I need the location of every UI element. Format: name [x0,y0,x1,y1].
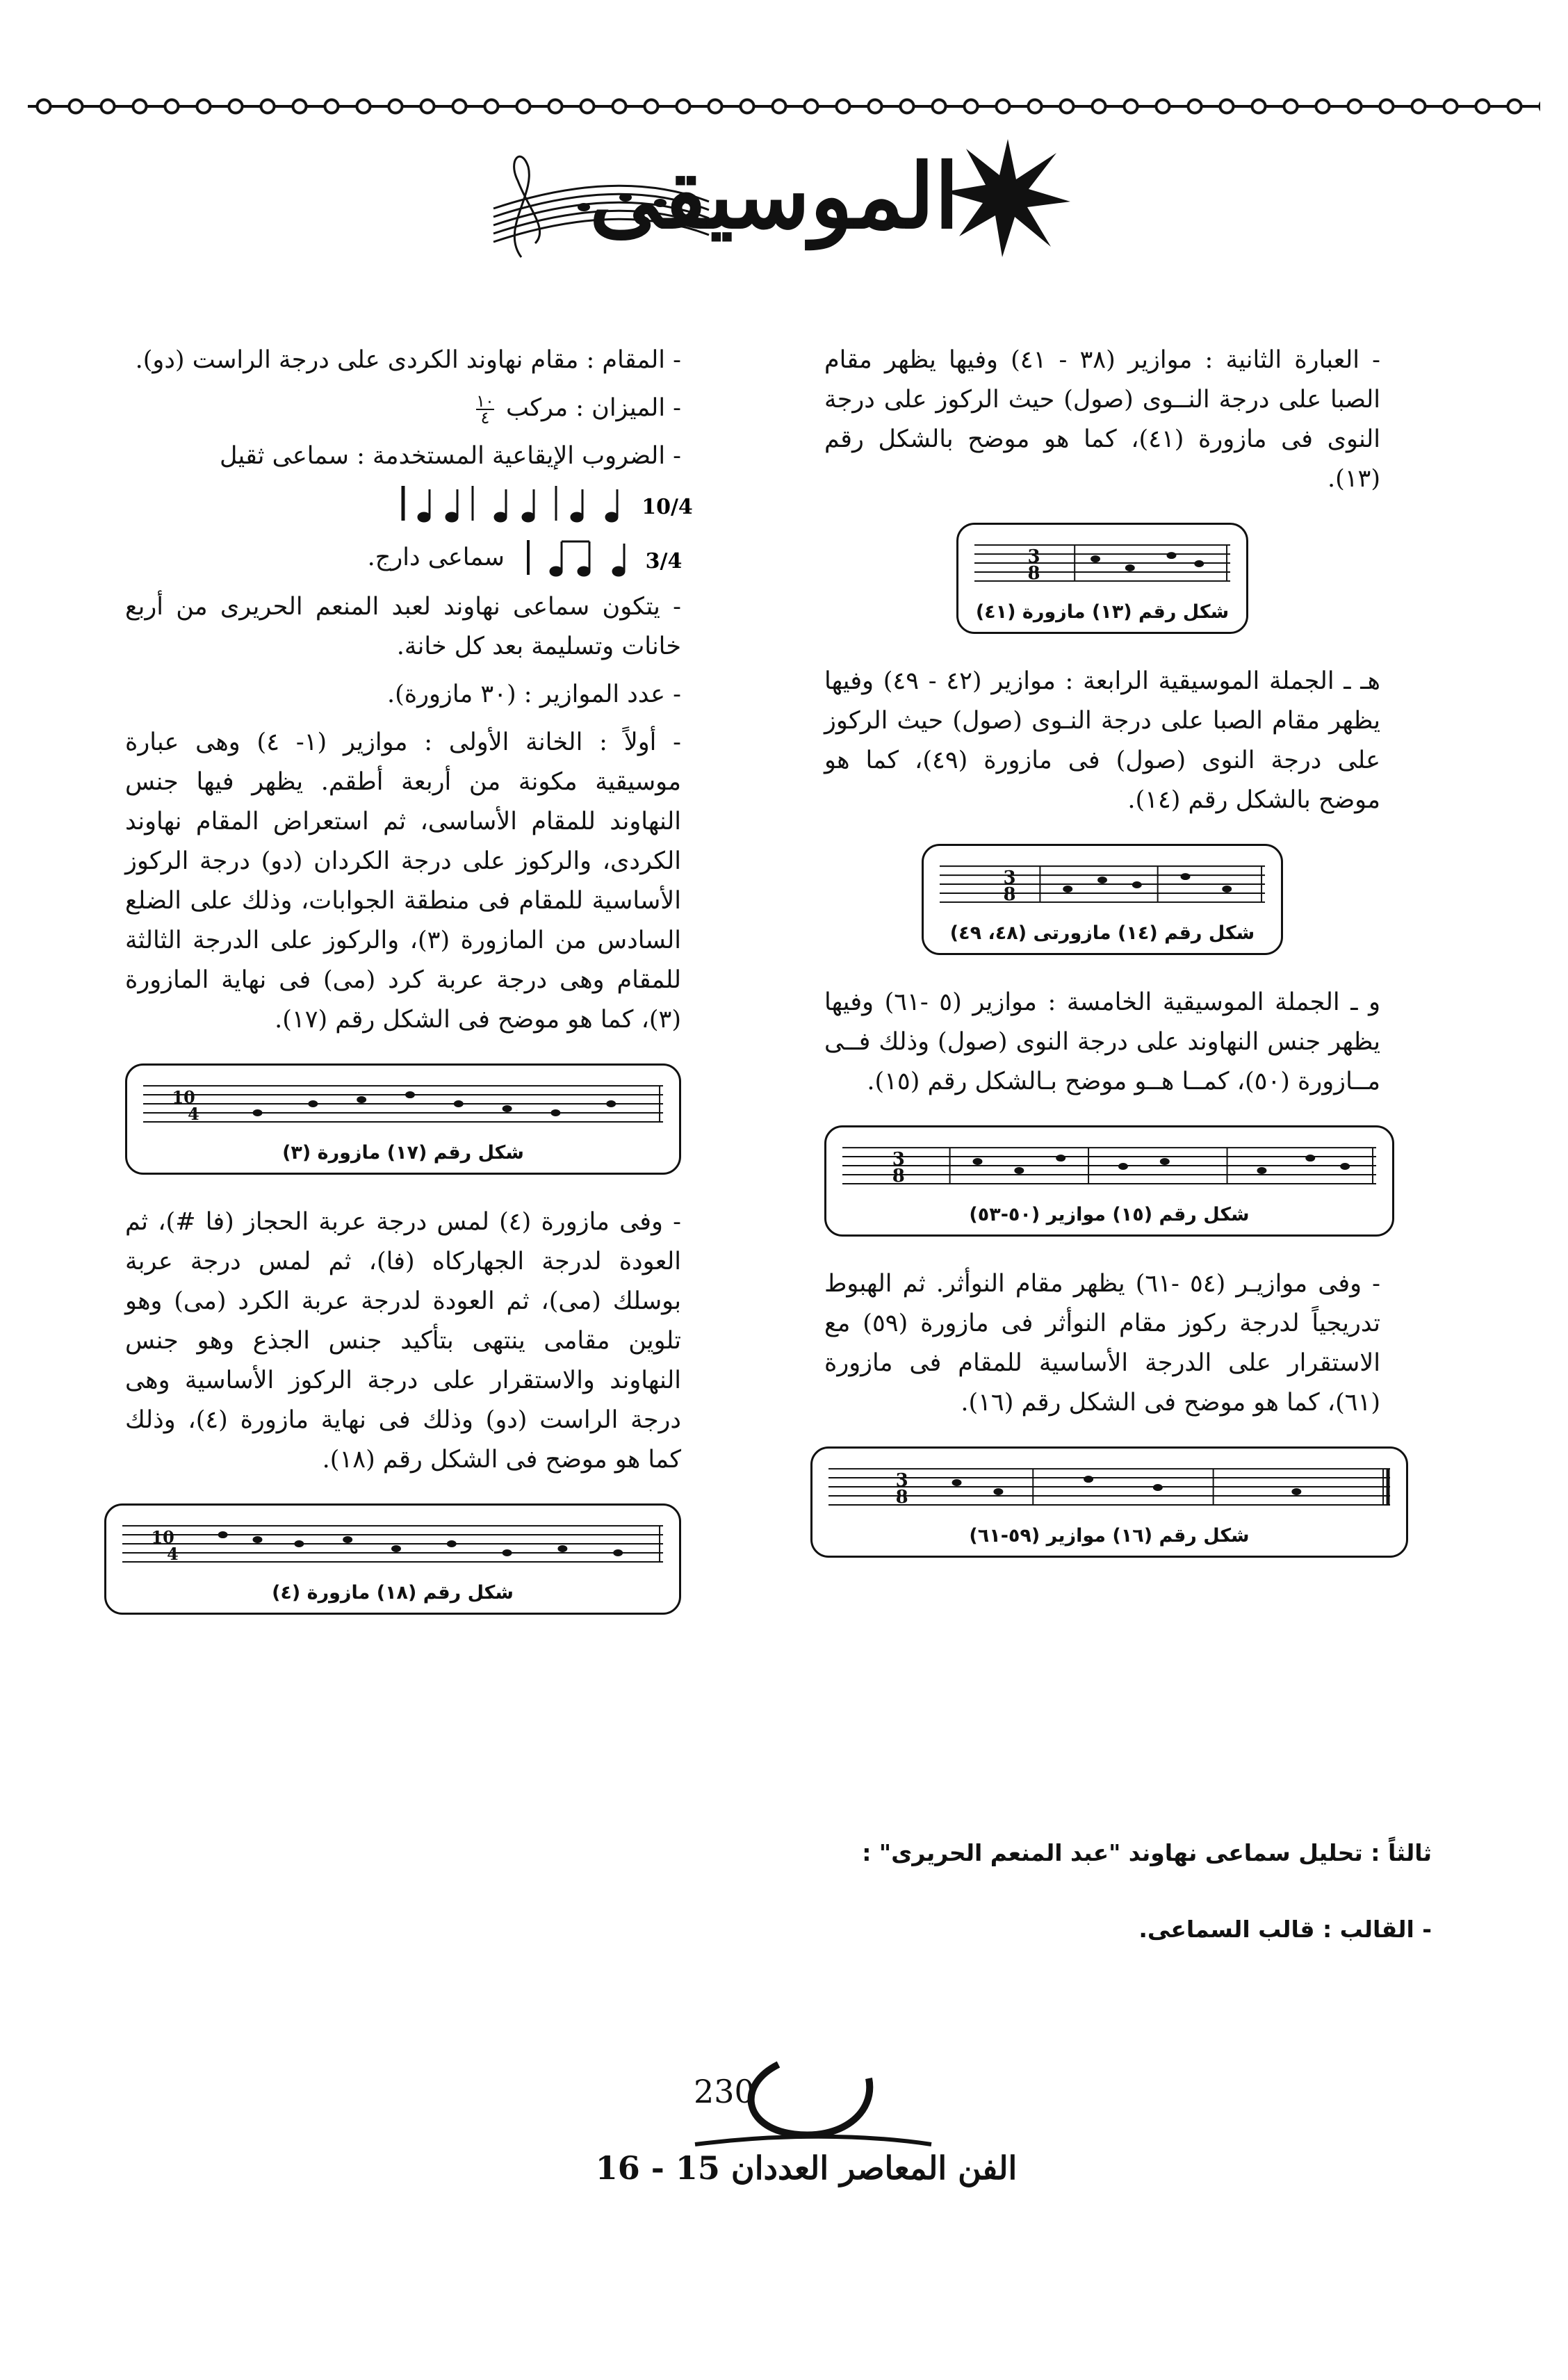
svg-text:8: 8 [1003,883,1016,905]
figure-15 [824,1125,1394,1237]
music-notation-figure [839,1137,1380,1200]
svg-text:8: 8 [895,1486,908,1508]
svg-text:10: 10 [151,1528,174,1548]
paragraph: - يتكون سماعى نهاوند لعبد المنعم الحريرى من أربع خانات وتسليمة بعد كل خانة. [125,593,681,660]
figure-caption: شكل رقم (١٦) موازير (٥٩-٦١) [969,1525,1250,1547]
rhythm-time-signature: 3/4 [645,549,683,573]
svg-text:3: 3 [1003,867,1016,889]
meter-top: ١٠ [476,391,494,411]
rhythm-samai-darij [125,533,681,582]
figure-18 [104,1503,681,1615]
starburst-icon [944,139,1070,257]
paragraph: و ـ الجملة الموسيقية الخامسة : موازير (٥ -٦١) وفيها يظهر جنس النهاوند على درجة النوى (صول) وذلك فــى مــازورة (٥٠)، كمــا هــو موضح بـالشكل رقم (١٥). [824,988,1380,1095]
music-notation-figure [119,1515,667,1578]
svg-text:4: 4 [188,1104,199,1124]
figure-17 [125,1063,681,1175]
svg-text:8: 8 [892,1165,905,1187]
paragraph: - وفى موازيـر (٥٤ -٦١) يظهر مقام النوأثر. ثم الهبوط تدريجياً لدرجة ركوز مقام النوأثر فى مازورة (٥٩) مع الاستقرار على الدرجة الأساسية للمقام فى مازورة (٦١)، كما هو موضح فى الشكل رقم (١٦). [824,1270,1381,1417]
paragraph: هـ ـ الجملة الموسيقية الرابعة : موازير (٤٢ - ٤٩) وفيها يظهر مقام الصبا على درجة النـوى (صول) حيث الركوز على درجة النوى (صول) فى مازورة (٤٩)، كما هو موضح بالشكل رقم (١٤). [824,667,1380,814]
music-notation-figure [140,1075,667,1138]
music-notation-figure [971,535,1234,597]
rhythm-label: سماعى دارج. [367,544,505,571]
meter-bottom: ٤ [480,407,490,427]
figure-caption: شكل رقم (١٨) مازورة (٤) [272,1582,514,1604]
svg-text:3: 3 [892,1149,905,1171]
rhythm-notation [514,533,681,582]
journal-logo-swoosh [570,2057,1043,2155]
figure-caption: شكل رقم (١٧) مازورة (٣) [282,1142,524,1164]
paragraph: - أولاً : الخانة الأولى : موازير (١- ٤) وهى عبارة موسيقية مكونة من أربعة أطقم. يظهر فيها جنس النهاوند للمقام الأساسى، ثم استعراض المقام نهاوند الكردى، والركوز على درجة الكردان (دو) درجة الركوز الأساسية للمقام فى منطقة الجوابات، وذلك على الضلع السادس من المازورة (٣)، والركوز على الدرجة الثالثة للمقام وهى درجة عربة كرد (مى) فى نهاية المازورة (٣)، كما هو موضح فى الشكل رقم (١٧). [125,728,682,1034]
svg-text:4: 4 [167,1544,179,1564]
page-footer [570,2057,1043,2231]
paragraph: - وفى مازورة (٤) لمس درجة عربة الحجاز (فا #)، ثم العودة لدرجة الجهاركاه (فا)، ثم لمس درجة عربة بوسلك (مى)، ثم العودة لدرجة عربة الكرد (مى) وهو تلوين مقامى ينتهى بتأكيد جنس الجذع وهو جنس النهاوند والاستقرار على درجة الركوز الأساسية وهى درجة الراست (دو) وذلك فى نهاية مازورة (٤)، وذلك كما هو موضح فى الشكل رقم (١٨). [125,1208,681,1474]
journal-title: الفن المعاصر العددان 15 - 16 [595,2149,1018,2187]
figure-caption: شكل رقم (١٥) موازير (٥٠-٥٣) [969,1204,1250,1225]
section-heading: ثالثاً : تحليل سماعى نهاوند "عبد المنعم الحريرى" : [862,1839,1432,1866]
section-subheading: - القالب : قالب السماعى. [1138,1916,1432,1943]
svg-text:10: 10 [172,1088,195,1108]
rhythm-time-signature: 10/4 [642,495,693,519]
figure-14 [922,844,1283,955]
paragraph: - الضروب الإيقاعية المستخدمة : سماعى ثقيل [220,442,681,470]
figure-13 [956,523,1248,634]
section-header-logo [480,125,1077,264]
paragraph: - المقام : مقام نهاوند الكردى على درجة الراست (دو). [135,346,681,374]
svg-text:8: 8 [1027,562,1040,584]
left-column [125,341,693,1643]
meter-fraction [476,393,494,425]
svg-text:3: 3 [1027,546,1040,568]
section-title: الموسيقى [589,145,959,249]
figure-caption: شكل رقم (١٣) مازورة (٤١) [975,601,1230,623]
music-notation-figure [936,856,1268,918]
meter-label: - الميزان : مركب [505,394,681,422]
rhythm-samai-thaqil [125,479,693,528]
right-column [824,341,1380,1586]
paragraph: - العبارة الثانية : موازير (٣٨ - ٤١) وفيها يظهر مقام الصبا على درجة النــوى (صول) حيث الركوز على درجة النوى فى مازورة (٤١)، كما هو موضح بالشكل رقم (١٣). [824,346,1380,493]
figure-16 [810,1446,1408,1558]
page-number: 230 [694,2073,755,2110]
figure-caption: شكل رقم (١٤) مازورتى (٤٨، ٤٩) [949,922,1255,944]
meter-line [125,389,681,428]
ornament-band [28,95,1540,118]
music-notation-figure [825,1458,1394,1521]
svg-text:3: 3 [895,1470,908,1492]
rhythm-notation [389,479,693,528]
paragraph: - عدد الموازير : (٣٠ مازورة). [387,680,681,708]
